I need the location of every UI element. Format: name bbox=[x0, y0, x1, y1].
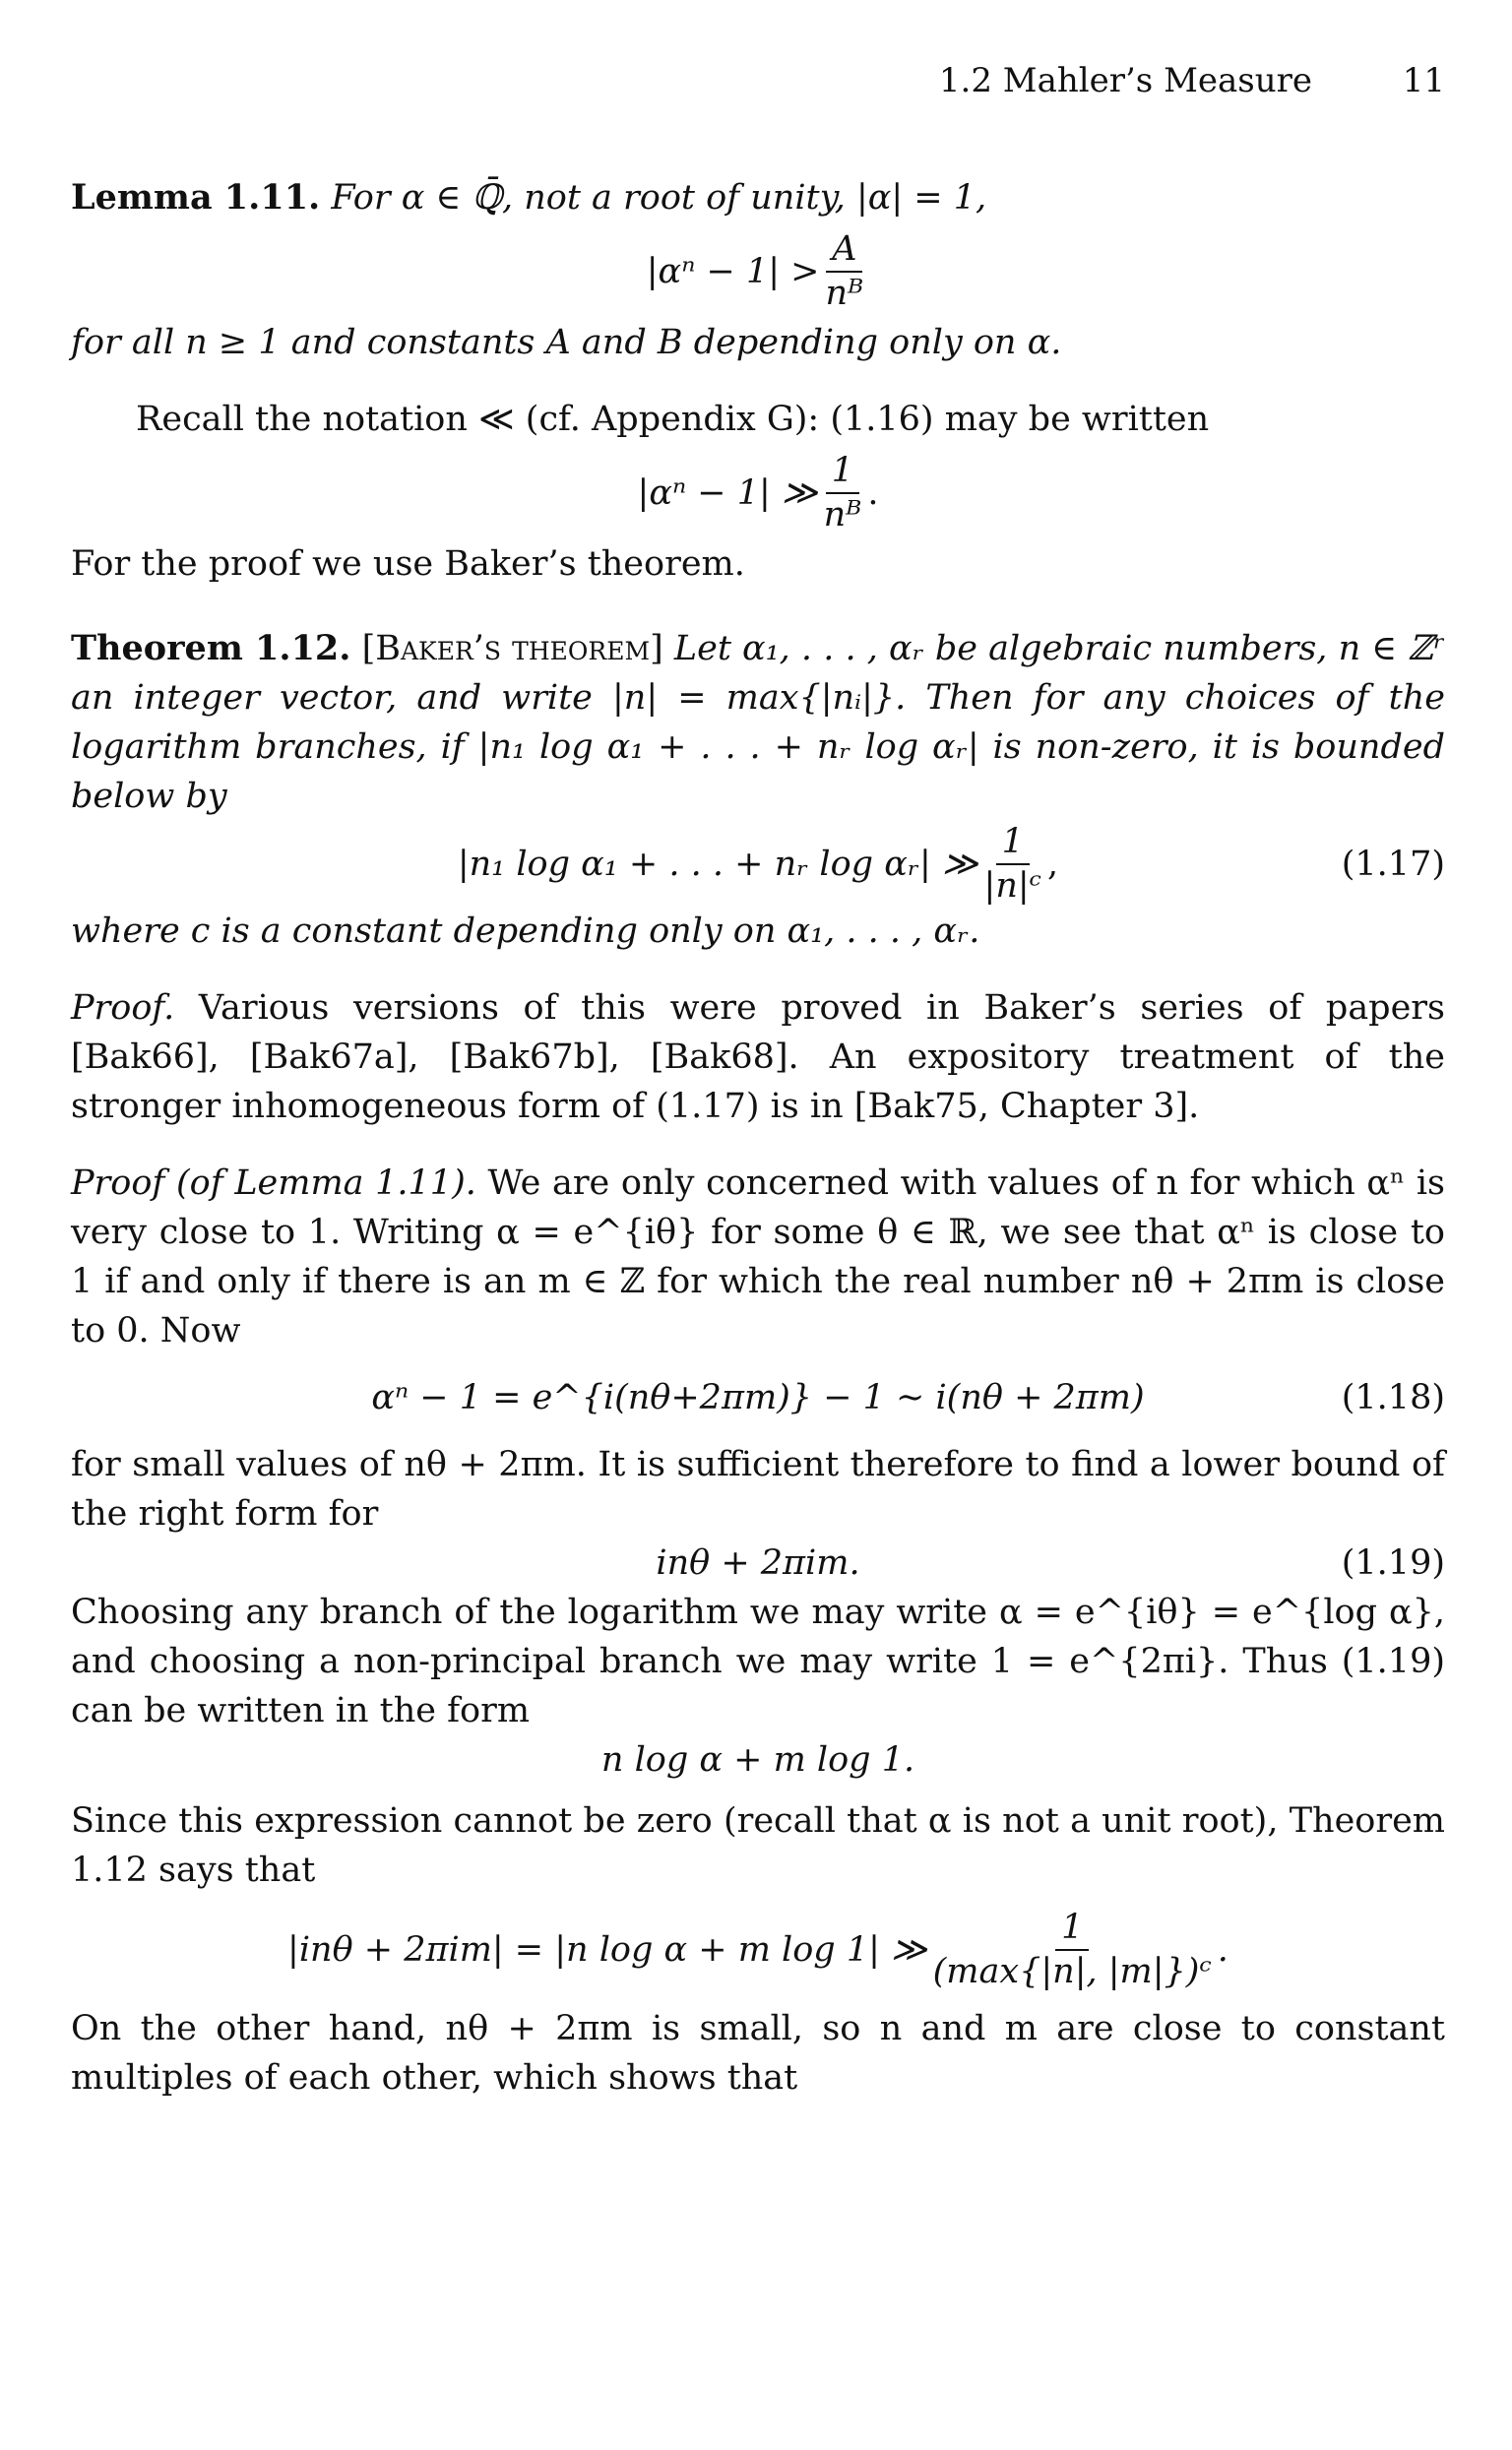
final-eq-denominator: (max{|n|, |m|})ᶜ bbox=[932, 1951, 1212, 1991]
lemma-statement bbox=[71, 173, 1445, 222]
equation-number-1-17: (1.17) bbox=[1341, 844, 1445, 884]
recall-eq-numerator: 1 bbox=[826, 452, 859, 494]
theorem-text: Let α₁, . . . , αᵣ be algebraic numbers, n ∈ ℤʳ an integer vector, and write |n| = max{|nᵢ|}. Then for any choices of the logarithm branches, if |n₁ log α₁ + . . . + nᵣ log αᵣ| is non-zero, it is bounded below by bbox=[71, 629, 1445, 816]
final-eq-tail: . bbox=[1217, 1929, 1228, 1970]
theorem-statement bbox=[71, 624, 1445, 821]
equation-number-1-19: (1.19) bbox=[1341, 1543, 1445, 1583]
lemma-proof-text-4: Since this expression cannot be zero (recall that α is not a unit root), Theorem 1.12 says that bbox=[71, 1801, 1445, 1890]
equation-number-1-18: (1.18) bbox=[1341, 1378, 1445, 1417]
proof-paragraph bbox=[71, 983, 1445, 1131]
recall-paragraph: Recall the notation ≪ (cf. Appendix G): (1.16) may be written bbox=[136, 400, 1210, 439]
recall-eq-tail: . bbox=[867, 472, 879, 513]
lemma-proof-text-3: Choosing any branch of the logarithm we may write α = e^{iθ} = e^{log α}, and choosing a non-principal branch we may write 1 = e^{2πi}. Thus (1.19) can be written in the form bbox=[71, 1593, 1445, 1730]
lemma-label: Lemma 1.11. bbox=[71, 177, 321, 218]
theorem-eq-numerator: 1 bbox=[996, 823, 1030, 865]
theorem-eq-tail: , bbox=[1047, 844, 1059, 884]
proof-text: Various versions of this were proved in Baker’s series of papers [Bak66], [Bak67a], [Bak67b], [Bak68]. An expository treatment of the stronger inhomogeneous form of (1.17) is in [Bak75, Chapter 3]. bbox=[71, 988, 1445, 1126]
lemma-eq-numerator: A bbox=[826, 230, 862, 273]
lemma-proof-text: We are only concerned with values of n for which αⁿ is very close to 1. Writing α = e^{iθ} for some θ ∈ ℝ, we see that αⁿ is close to 1 if and only if there is an m ∈ ℤ for which the real number nθ + 2πm is close to 0. Now bbox=[71, 1163, 1445, 1351]
theorem-eq-denominator: |n|ᶜ bbox=[983, 865, 1042, 906]
lemma-eq-left: |αⁿ − 1| > bbox=[646, 251, 820, 291]
recall-equation bbox=[71, 452, 1445, 534]
recall-eq-denominator: nᴮ bbox=[823, 494, 862, 534]
recall-eq-fraction bbox=[824, 452, 862, 534]
theorem-eq-fraction bbox=[984, 823, 1041, 905]
lemma-text: For α ∈ ℚ̄, not a root of unity, |α| = 1, bbox=[331, 178, 987, 218]
page-body bbox=[71, 173, 1445, 2103]
final-eq-left: |inθ + 2πim| = |n log α + m log 1| ≫ bbox=[287, 1929, 927, 1970]
lemma-proof-text-5: On the other hand, nθ + 2πm is small, so n and m are close to constant multiples of each other, which shows that bbox=[71, 2009, 1445, 2098]
page-number: 11 bbox=[1402, 61, 1445, 100]
theorem-label: Theorem 1.12. bbox=[71, 628, 351, 668]
final-eq-fraction bbox=[933, 1909, 1212, 1990]
lemma-equation bbox=[71, 230, 1445, 312]
eq-1-18-body: αⁿ − 1 = e^{i(nθ+2πm)} − 1 ∼ i(nθ + 2πm) bbox=[371, 1378, 1145, 1417]
proof-label: Proof. bbox=[71, 988, 175, 1028]
theorem-eq-left: |n₁ log α₁ + . . . + nᵣ log αᵣ| ≫ bbox=[457, 844, 978, 884]
theorem-tail: where c is a constant depending only on α₁, . . . , αᵣ. bbox=[71, 911, 980, 951]
log-expression bbox=[71, 1735, 1445, 1785]
lemma-proof-text-2: for small values of nθ + 2πm. It is sufficient therefore to find a lower bound of the right form for bbox=[71, 1445, 1445, 1534]
equation-1-18 bbox=[71, 1373, 1445, 1422]
log-expression-body: n log α + m log 1. bbox=[600, 1740, 915, 1780]
recall-eq-left: |αⁿ − 1| ≫ bbox=[637, 472, 818, 513]
equation-1-17 bbox=[71, 823, 1445, 905]
running-header bbox=[71, 61, 1445, 110]
lemma-proof-label: Proof (of Lemma 1.11). bbox=[71, 1163, 476, 1203]
final-equation bbox=[71, 1909, 1445, 1990]
lemma-tail: for all n ≥ 1 and constants A and B depending only on α. bbox=[71, 323, 1062, 362]
equation-1-19 bbox=[71, 1539, 1445, 1588]
theorem-name: [Baker’s theorem] bbox=[361, 629, 663, 668]
final-eq-numerator: 1 bbox=[1055, 1909, 1089, 1951]
lemma-proof-paragraph bbox=[71, 1159, 1445, 1355]
lemma-eq-fraction bbox=[825, 230, 863, 312]
section-title: 1.2 Mahler’s Measure bbox=[938, 61, 1312, 100]
lemma-eq-denominator: nᴮ bbox=[825, 273, 864, 313]
eq-1-19-body: inθ + 2πim. bbox=[656, 1543, 860, 1583]
recall-after: For the proof we use Baker’s theorem. bbox=[71, 544, 745, 584]
